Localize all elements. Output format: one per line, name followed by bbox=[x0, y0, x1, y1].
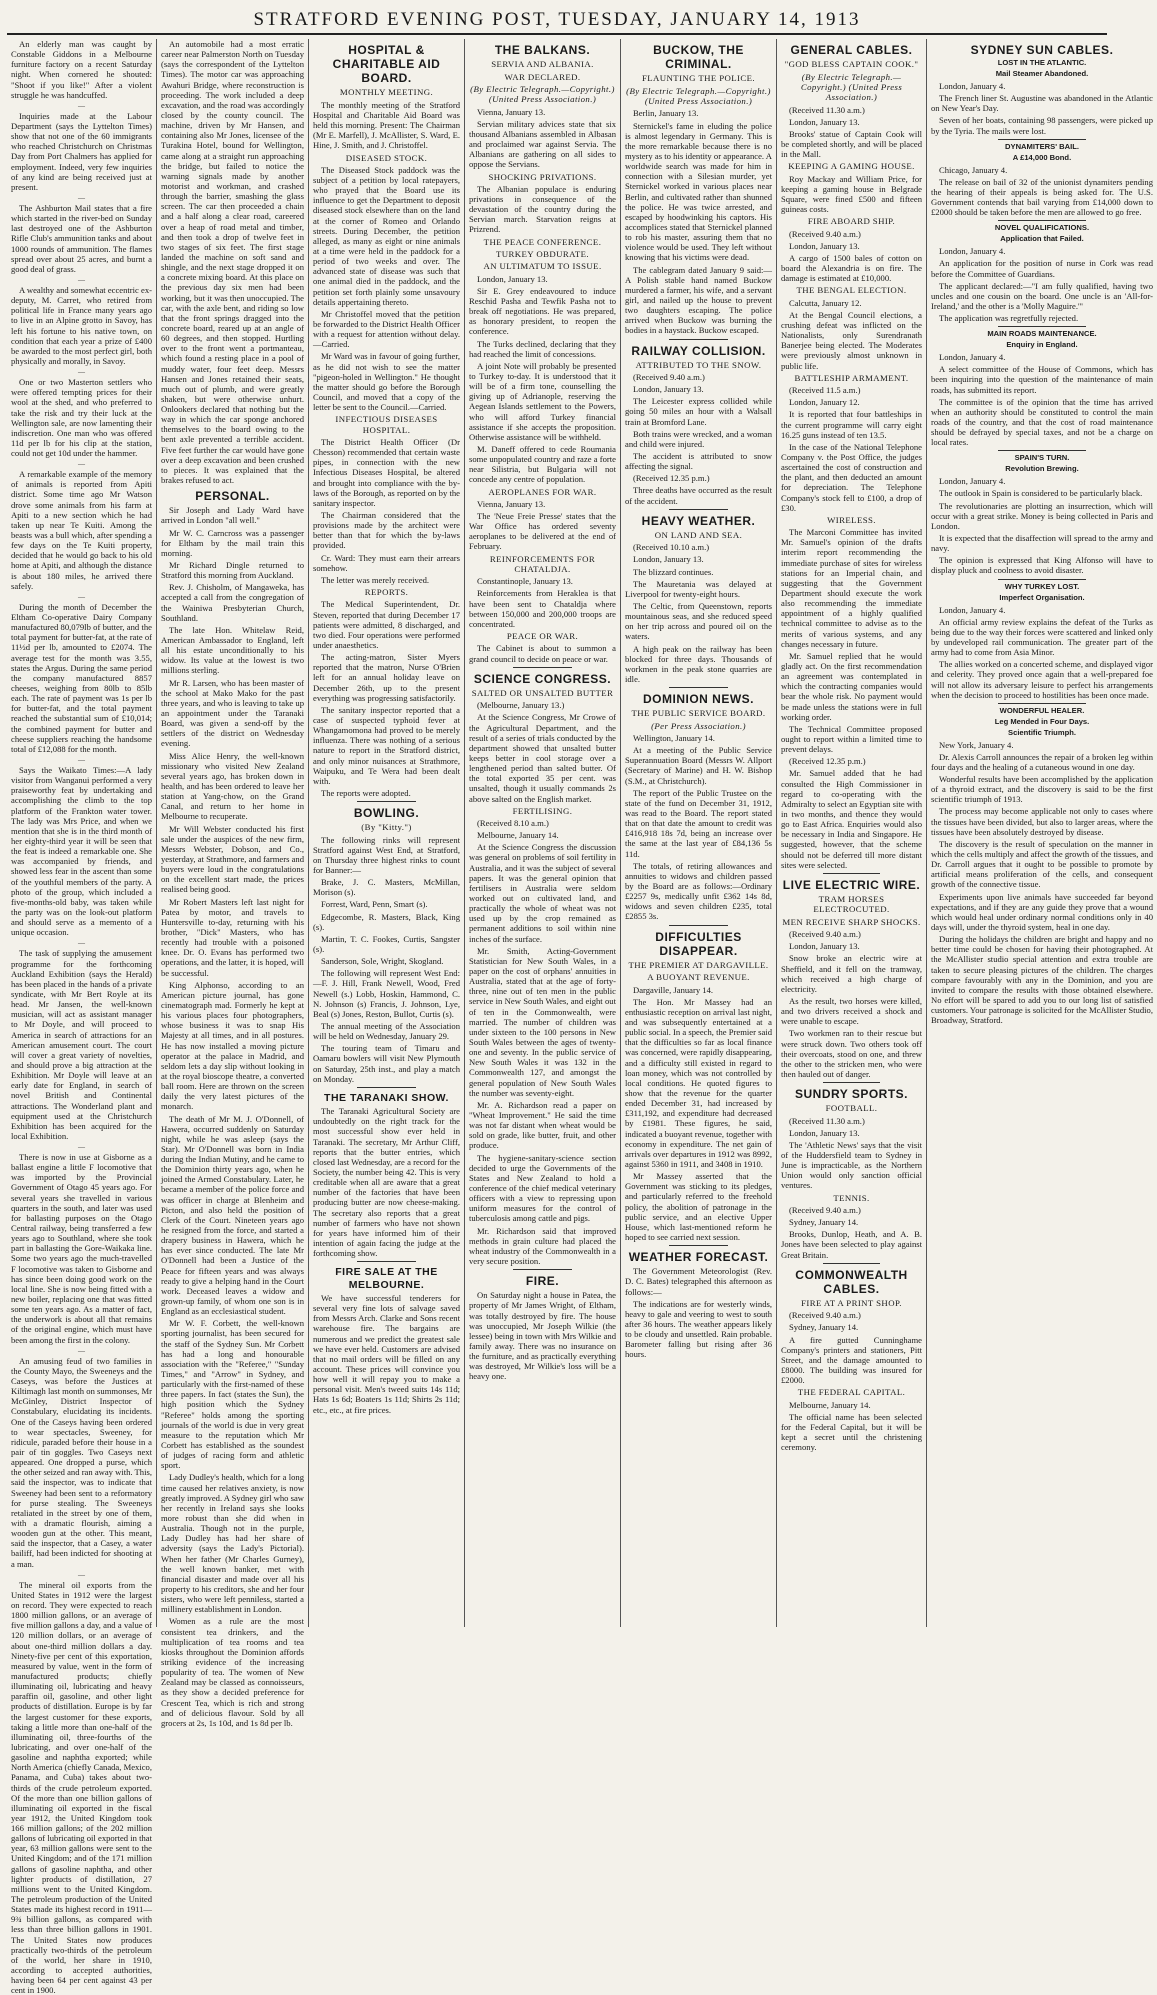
divider bbox=[998, 579, 1087, 580]
paragraph: The release on bail of 32 of the unionist dynamiters pending the hearing of their appeals is being asked for. The U.S. Government contends that bail varying from £14,000 down to £2000 should be taken before the men are allowed to go free. bbox=[931, 176, 1153, 218]
byline: (By Electric Telegraph.—Copyright.) (United Press Association.) bbox=[626, 85, 771, 107]
subheading: MEN RECEIVE SHARP SHOCKS. bbox=[782, 916, 921, 927]
paragraph: Mr. A. Richardson read a paper on "Wheat Improvement." He said the time was not far distant when wheat would be sold on grade, like butter, fruit, and other produce. bbox=[469, 1099, 616, 1151]
paragraph: Cr. Ward: They must earn their arrears somehow. bbox=[313, 552, 460, 573]
paragraph: Martin, T. C. Fookes, Curtis, Sangster (s). bbox=[313, 933, 460, 954]
paragraph: The following rinks will represent Stratford against West End, at Stratford, on Thursday three highest rinks to count for Banner:— bbox=[313, 834, 460, 876]
paragraph: The Chairman considered that the provisions made by the architect were better than that for which the by-laws provided. bbox=[313, 510, 460, 551]
paragraph: The Medical Superintendent, Dr. Steven, reported that during December 17 patients were admitted, 8 discharged, and two died. Four operations were performed under anaesthetics. bbox=[313, 599, 460, 650]
paragraph: Women as a rule are the most consistent tea drinkers, and the multiplication of tea rooms and tea kiosks throughout the Dominion affords striking evidence of the increasing popularity of tea. The women of New Zealand may be classed as connoisseurs, as they show a decided preference for Crescent Tea, which is rich and strong and of delicious flavour. Sold by all grocers at 2s, 1s 10d, and 1s 8d per lb. bbox=[161, 1616, 304, 1728]
paragraph: M. Daneff offered to cede Roumania some unpopulated country and raze a forte near Silistria, but Bulgaria will not concede any centre of population. bbox=[469, 443, 616, 485]
paragraph: The District Health Officer (Dr Chesson) recommended that certain waste pipes, in connection with the new Infectious Diseases Hospital, be altered and brought into compliance with the by-laws of the Borough, as reported on by the sanitary inspector. bbox=[313, 437, 460, 508]
paragraph: The Ashburton Mail states that a fire which started in the river-bed on Sunday last destroyed one of the Ashburton Rifle Club's ammunition tanks and about 1000 rounds of ammunition. The flames spread over about 25 acres, and burnt a good deal of grass. bbox=[11, 202, 152, 274]
paragraph: (Received 10.10 a.m.) bbox=[633, 542, 710, 553]
paragraph: The Celtic, from Queenstown, reports mountainous seas, and she reduced speed on her trip across and poured oil on the waters. bbox=[625, 600, 772, 642]
paragraph: We have successful tenderers for several very fine lots of salvage saved from Messrs Arch. Clarke and Sons recent warehouse fire. The bargains are numerous and we predict the greatest sale we have ever held. Customers are advised that no mail orders will be filled on any account. These prices will convince you how well it will repay you to make a personal visit. Men's tweed suits 14s 11d; Hats 1s 6d; Boaters 1s 11d; Shirts 2s 11d; etc., etc., at fire prices. bbox=[313, 1293, 460, 1415]
paragraph: A joint Note will probably be presented to Turkey to-day. It is understood that it will be of a firm tone, counselling the giving up of Adrianople, reserving the Aegean Islands settlement to the Powers, who will afford Turkey financial assistance if she accepts the proposition. Otherwise assistance will be withheld. bbox=[469, 360, 616, 442]
paragraph: Dr. Alexis Carroll announces the repair of a broken leg within four days and the healing of a cutaneous wound in one day. bbox=[931, 751, 1153, 772]
paragraph: The annual meeting of the Association will be held on Wednesday, January 29. bbox=[313, 1020, 460, 1042]
paragraph: An automobile had a most erratic career near Palmerston North on Tuesday (says the correspondent of the Lyttelton Times). The motor car was approaching Awahuri Bridge, where reconstruction is proceeding. The work included a deep excavation, and the road was accordingly closed by the county council. The machine, driven by Mr Hansen, and containing also Mr Jones, licensee of the Turakina Hotel, bound for Wellington, came along at a straight run approaching the bridge, but failed to notice the warning signals made by another motorist and workman, and crashed through the barrier, smashing the glass screen. The car then proceeded a chain and a half along a clear road, careered over a heap of road metal and timber, and then took a drop of twelve feet in two stages of six feet. The first stage landed the machine on soft sand and shingle, and the next stage dropped it on a concrete mixing board. At this place on the previous day six men had been working, but it was then unoccupied. The car, with the axle bent, and riding so low that the front springs dragged into the concrete board, reared up at an angle of 60 degrees, and then stopped. Hurtling over to the front went a portmanteau, which found a resting place in a pool of muddy water, four feet deep. Messrs Hansen and Jones retained their seats, much out of plumb, and were greatly shaken, but were otherwise unhurt. Onlookers declared that nothing but the way in which the car sponge anchored themselves to the board owing to the bent axle prevented a terrible accident. Five feet further the car would have gone over a deep excavation and been crushed to pieces. It was explained that the brakes refused to act. bbox=[161, 39, 304, 486]
subheading: FIRE ABOARD SHIP. bbox=[807, 216, 896, 227]
byline: (Per Press Association.) bbox=[651, 720, 746, 731]
paragraph: London, January 4. bbox=[939, 352, 1006, 363]
divider: — bbox=[78, 193, 85, 202]
paragraph: London, January 4. bbox=[939, 476, 1006, 487]
paragraph: Edgecombe, R. Masters, Black, King (s). bbox=[313, 911, 460, 932]
paragraph: The Marconi Committee has invited Mr. Samuel's opinion of the drafts interim report recommending the immediate purchase of sites for wireless stations for an Imperial chain, and suggesting that the Government Department should execute the work also recommending the immediate appointment of a highly qualified technical committee to advise as to the merits of various systems, and any changes necessary in future. bbox=[781, 527, 922, 649]
divider bbox=[998, 326, 1087, 327]
paragraph: At a meeting of the Public Service Superannuation Board (Messrs W. Allport (Secretary of Marine) and H. W. Bishop (S.M., at Christchurch). bbox=[625, 745, 772, 786]
paragraph: The Albanian populace is enduring privations in consequence of the devastation of the country during the Servian march. Starvation reigns at Prizrend. bbox=[469, 183, 616, 235]
paragraph: Sydney, January 14. bbox=[789, 1217, 859, 1228]
paragraph: (Received 9.40 a.m.) bbox=[789, 228, 861, 239]
news-paragraphs bbox=[11, 39, 152, 1995]
subheading: WHY TURKEY LOST. bbox=[1004, 581, 1080, 591]
buckow-heading: BUCKOW, THE CRIMINAL. bbox=[653, 43, 744, 72]
commonwealth-heading: COMMONWEALTH CABLES. bbox=[795, 1267, 908, 1296]
subheading: DISEASED STOCK. bbox=[345, 152, 428, 163]
paragraph: Roy Mackay and William Price, for keeping a gaming house in Belgrade Square, were fined £500 and fifteen guineas costs. bbox=[781, 173, 922, 215]
paragraph: The Hon. Mr Massey had an enthusiastic reception on arrival last night, and was subsequently entertained at a public social. In a speech, the Premier said that the difficulties so far as local finance was concerned, were rapidly disappearing, and a difficulty still existed in regard to loan money, which was not controlled by local conditions. He quoted figures to show that the revenue for the quarter ended December 31, had increased by £311,192, and expenditure had decreased by £1981. These figures, he said, indicated a buoyant revenue, together with economy in expenditure. The net gain of arrivals over departures in 1912 was 8992, against 5360 in 1911, and 3408 in 1910. bbox=[625, 996, 772, 1169]
paragraph: The Technical Committee proposed ought to report within a limited time to prevent delays. bbox=[781, 723, 922, 755]
sydney-sun-heading: SYDNEY SUN CABLES. bbox=[970, 43, 1114, 57]
subheading: SALTED OR UNSALTED BUTTER bbox=[471, 687, 614, 698]
paragraph: London, January 13. bbox=[789, 1127, 860, 1138]
subheading: SPAIN'S TURN. bbox=[1014, 453, 1070, 463]
personal-heading: PERSONAL. bbox=[195, 489, 270, 504]
divider: — bbox=[78, 939, 85, 948]
divider: — bbox=[78, 1570, 85, 1579]
paragraph: The following will represent West End:—F. J. Hill, Frank Newell, Wood, Fred Newell (s.) Lobb, Hoskin, Hammond, C. N. Johnson (s) Francis, J. Johnson, Lye, Beal (s) Jones, Reston, Bullot, Curtis (s). bbox=[313, 968, 460, 1019]
balkans-heading: THE BALKANS. bbox=[494, 43, 591, 57]
paragraph: (Received 11.5 a.m.) bbox=[789, 385, 861, 396]
paragraph: London, January 13. bbox=[789, 116, 860, 127]
paragraph: The allies worked on a concerted scheme, and displayed vigor and celerity. They proved once again that a well-prepared foe will not allow its adversary leisure to perfect his arrangements when the decision to proceed to hostilities has been once made. bbox=[931, 659, 1153, 700]
fire-heading: FIRE. bbox=[525, 1274, 560, 1289]
paragraph: (Received 11.30 a.m.) bbox=[789, 1115, 865, 1126]
hospital-heading: HOSPITAL & CHARITABLE AID BOARD. bbox=[332, 43, 441, 86]
paragraph: One or two Masterton settlers who were offered tempting prices for their wool at the shed, and who preferred to take the risk and try their luck at the Wellington sale, are now lamenting their indiscretion. One man who was offered 11d per lb for his clip at the station, could not get 10d under the hammer. bbox=[11, 377, 152, 459]
divider bbox=[669, 1245, 728, 1246]
paragraph: Mr Ward was in favour of going further, as he did not wish to see the matter "pigeon-holed in Wellington." He thought the matter should go before the Borough Council, and moved that a copy of the letter be sent to the Council.—Carried. bbox=[313, 351, 460, 413]
subheading: A BUOYANT REVENUE. bbox=[647, 972, 750, 983]
paragraph: It is reported that four battleships in the current programme will carry eight 16.25 guns instead of ten 13.5. bbox=[781, 409, 922, 440]
paragraph: London, January 13. bbox=[477, 273, 548, 284]
paragraph: The Mauretania was delayed at Liverpool for twenty-eight hours. bbox=[625, 578, 772, 599]
subheading: AN ULTIMATUM TO ISSUE. bbox=[483, 261, 602, 272]
paragraph: The blizzard continues. bbox=[633, 566, 714, 577]
paragraph: The indications are for westerly winds, heavy to gale and veering to west to south after 36 hours. The weather appears likely to be cloudy and unsettled. Rain probable. Barometer falling but rising after 36 hours. bbox=[625, 1298, 772, 1360]
paragraph: London, January 4. bbox=[939, 246, 1006, 257]
column-6 bbox=[777, 39, 927, 1627]
subheading: WAR DECLARED. bbox=[504, 71, 581, 82]
divider bbox=[823, 1263, 879, 1264]
bowling-heading: BOWLING. bbox=[353, 806, 420, 821]
subheading: THE PEACE CONFERENCE. bbox=[483, 236, 602, 247]
paragraph: The 'Athletic News' says that the visit of the Huddersfield team to Sydney in June is impracticable, as the Northern Union would only sanction official ventures. bbox=[781, 1139, 922, 1191]
paragraph: The Government Meteorologist (Rev. D. C. Bates) telegraphed this afternoon as follows:— bbox=[625, 1266, 772, 1297]
paragraph: Vienna, January 13. bbox=[477, 106, 546, 117]
subheading: Revolution Brewing. bbox=[1005, 464, 1079, 474]
subheading: INFECTIOUS DISEASES HOSPITAL. bbox=[335, 414, 438, 435]
advertisement: During the holidays the children are bright and happy and no better time could be chosen for having their photographed. At the McAllister studio special attention and extra trouble are taken to secure pleasing pictures of the children. The charges compare favourably with any in the Dominion, and you are invited to compare the results with those obtained elsewhere. No effort will be spared to add you to our long list of satisfied customers. Your patronage is solicited for the McAllister Studio, Broadway, Stratford. bbox=[931, 934, 1153, 1026]
paragraph: The Cabinet is about to summon a grand council to decide on peace or war. bbox=[469, 643, 616, 664]
paragraph: The hygiene-sanitary-science section decided to urge the Governments of the States and New Zealand to hold a conference of the chief medical veterinary officers with a view to repressing upon uniform measures for the control of tuberculosis among cattle and pigs. bbox=[469, 1152, 616, 1224]
byline: (By "Kitty.") bbox=[361, 822, 412, 833]
paragraph: The letter was merely received. bbox=[321, 574, 430, 585]
divider bbox=[823, 873, 879, 874]
subheading: Application that Failed. bbox=[1000, 234, 1084, 244]
paragraph: There is now in use at Gisborne as a ballast engine a little F locomotive that was imported by the Provincial Government of Otago 45 years ago. For several years she travelled in various quarters in the south, and later was used for ballasting purposes on the Otago Central railway, being transferred a few years ago to Southland, where she took part in ballasting the Gore-Waikaka line. Some two years ago the much-travelled F locomotive was taken to Gisborne and has since been doing good work on the local line. She is now being fitted with a new boiler, replacing one that was fitted some ten years ago. As a matter of fact, the underwork is about all that remains of the original engine, which must have been among the first in the colony. bbox=[11, 1152, 152, 1345]
weather-heading: HEAVY WEATHER. bbox=[641, 513, 756, 528]
divider bbox=[669, 339, 728, 340]
paragraph: Sydney, January 14. bbox=[789, 1322, 859, 1333]
paragraph: Sir E. Grey endeavoured to induce Reschid Pasha and Tewfik Pasha not to break off negotiations. He was prepared, as honorary president, to reopen the conference. bbox=[469, 285, 616, 337]
paragraph: A fire gutted Cunninghame Company's printers and stationers, Pitt Street, and the damage amounted to £8000. The building was insured for £2000. bbox=[781, 1334, 922, 1386]
column-4 bbox=[465, 39, 621, 1627]
paragraph: Calcutta, January 12. bbox=[789, 297, 862, 308]
paragraph: At the Science Congress the discussion was general on problems of soil fertility in Australia, and it was the subject of several papers. It was the general opinion that fertilisers in Australia were seldom worked out on cultivated land, and practically the whole of wheat was not used up by the crop remained as permanent additions to soil within nine inches of the surface. bbox=[469, 842, 616, 944]
paragraph: London, January 13. bbox=[633, 554, 704, 565]
paragraph: During the month of December the Eltham Co-operative Dairy Company manufactured 80,079lb of butter, and the total payment for butter-fat, at the rate of 11½d per lb, amounted to £2074. The average test for the month was 3.55, states the Argus. During the same period the company manufactured 8857 cheeses, weighing from 80lb to 85lb each. The rate of payment was 1s per lb for butter-fat, and the total payment reached the substantial sum of £10,014; the combined payment for butter and cheese suppliers reaching the handsome total of £12,088 for the month. bbox=[11, 601, 152, 754]
paragraph: Both trains were wrecked, and a woman and child were injured. bbox=[625, 428, 772, 449]
subheading: A £14,000 Bond. bbox=[1012, 152, 1072, 162]
paragraph: The acting-matron, Sister Myers reported that the matron, Nurse O'Brien left for an annual holiday leave on December 26th, up to the present everything was progressing satisfactorily. bbox=[313, 652, 460, 703]
paragraph: Lady Dudley's health, which for a long time caused her relatives anxiety, is now greatly improved. A Sydney girl who saw her recently in Ireland says she looks more robust than she did when in Australia. Though not in the purple, Lady Dudley has had her share of adversity (says the Lady's Pictorial). When her father (Mr Charles Gurney), the well known banker, met with financial disaster and made over all his property to his creditors, she and her four sisters, who were left penniless, started a millinery establishment in London. bbox=[161, 1472, 304, 1615]
paragraph: The sanitary inspector reported that a case of suspected typhoid fever at Whangamomona had proved to be merely influenza. There was nothing of a serious nature to report in the Stratford district, and only minor nuisances at Strathmore, Waipuku, and Te Wera had been dealt with. bbox=[313, 704, 460, 786]
paragraph: An application for the position of nurse in Cork was read before the Committee of Guardians. bbox=[931, 258, 1153, 279]
subheading: TENNIS. bbox=[833, 1192, 870, 1203]
columns bbox=[7, 39, 1153, 1995]
subheading: TRAM HORSES ELECTROCUTED. bbox=[813, 893, 890, 915]
paragraph: Brooks' statue of Captain Cook will be completed shortly, and will be placed in the Mall. bbox=[781, 128, 922, 160]
paragraph: Berlin, January 13. bbox=[633, 108, 699, 119]
paragraph: Says the Waikato Times:—A lady visitor from Wanganui performed a very praiseworthy feat by undertaking and accomplishing the climb to the top platform of the Frankton water tower. The lady was Mrs Price, and when we mention that she is in the third month of her eighty-third year it will be seen that the feat is indeed a remarkable one. She was accompanied by friends, and showed less fear in the ascent than some of the youthful members of the party. A photo of the group, which included a five-months-old baby, was taken while the party was on the look-out platform and should serve as a memento of a unique occasion. bbox=[11, 765, 152, 938]
divider bbox=[823, 1082, 879, 1083]
paragraph: Reinforcements from Heraklea is that have been sent to Chataldja where between 150,000 and 200,000 troops are concentrated. bbox=[469, 588, 616, 629]
paragraph: Mr W. C. Carncross was a passenger for Eltham by the mail train this morning. bbox=[161, 527, 304, 558]
subheading: Leg Mended in Four Days. bbox=[994, 716, 1090, 726]
paragraph: Brooks, Dunlop, Heath, and A. B. Jones have been selected to play against Great Britain. bbox=[781, 1229, 922, 1260]
paragraph: Mr. Samuel replied that he would gladly act. On the first recommendation an agreement was contemplated in which the contracting companies would bear the whole risk. No payment would be made unless the stations were in full working order. bbox=[781, 650, 922, 722]
paragraph: (Received 8.10 a.m.) bbox=[477, 818, 549, 829]
subheading: ON LAND AND SEA. bbox=[654, 529, 743, 540]
dominion-heading: DOMINION NEWS. bbox=[643, 692, 754, 707]
divider bbox=[669, 925, 728, 926]
divider: — bbox=[78, 101, 85, 110]
masthead: STRATFORD EVENING POST, TUESDAY, JANUARY 14, 1913 bbox=[7, 7, 1107, 35]
firesale-heading: FIRE SALE AT THE MELBOURNE. bbox=[335, 1266, 438, 1291]
paragraph: Wonderful results have been accomplished by the application of a thyroid extract, and the discovery is said to be the first scientific triumph of 1913. bbox=[931, 774, 1153, 805]
paragraph: Mr. Smith, Acting-Government Statistician for New South Wales, in a paper on the cost of orphans' annuities in Australia, stated that at the age of forty-three, nine out of ten men in the public service in New South Wales, and eight out of ten in the Commonwealth, were married. The number of children was under sixteen to the 100 persons in New South Wales between the ages of twenty-one and seventy. In the public service of New South Wales it was 132 in the Commonwealth 127, and amongst the general population of New South Wales the number was seventy-eight. bbox=[469, 945, 616, 1098]
subheading: Imperfect Organisation. bbox=[999, 592, 1085, 602]
divider bbox=[669, 687, 728, 688]
paragraph: Mr. Richardson said that improved methods in grain culture had placed the wheat industry of the Commonwealth in a very secure position. bbox=[469, 1225, 616, 1266]
divider: — bbox=[78, 592, 85, 601]
paragraph: The mineral oil exports from the United States in 1912 were the largest on record. They were expected to reach 1800 million gallons, or an average of five million gallons a day, and a value of 120 million dollars, or an average of about one-third million dollars a day. Ninety-five per cent of this exportation, measured by value, went in the form of manufactured products; chiefly illuminating oil, lubricating and heavy paraffin oil, gasoline, and other light products of distillation. Europe is by far the largest customer for these exports, taking a little more than one-half of the illuminating oil, three-fourths of the lubricating, and over one-half of the gasoline and naphtha exported; while North America (chiefly Canada, Mexico, Panama, and Cuba) takes about two-thirds of the crude petroleum exported. Of the more than one billion gallons of illuminating oil exported in the fiscal year 1912, the United Kingdom took 166 million gallons; of the 202 million gallons of lubricating oil exported in that year, 63 million gallons were sent to the United Kingdom; and of the 171 million gallons of gasoline naphtha, and other lighter products of distillation, 27 millions went to the United Kingdom. The petroleum production of the United States made its highest record in 1911—9¾ billion gallons, as compared with less than three billion gallons in 1901. The United States now produces practically two-thirds of the petroleum of the world, her share in 1910, according to accepted authorities, having been 64 per cent against 43 per cent in 1900. bbox=[11, 1579, 152, 1995]
subheading: REINFORCEMENTS FOR CHATALDJA. bbox=[489, 553, 596, 574]
paragraph: New York, January 4. bbox=[939, 739, 1014, 750]
divider: — bbox=[78, 1346, 85, 1355]
paragraph: The accident is attributed to snow affecting the signal. bbox=[625, 451, 772, 472]
divider bbox=[998, 139, 1087, 140]
subheading: KEEPING A GAMING HOUSE. bbox=[788, 161, 915, 172]
paragraph: Two workmen ran to their rescue but were struck down. Two others took off their overcoats, stood on one, and threw the other to the stricken men, who were then hauled out of danger. bbox=[781, 1028, 922, 1079]
paragraph: The Diseased Stock paddock was the subject of a petition by local ratepayers, who prayed that the Board use its influence to get the Department to deposit diseased stock elsewhere than on the land at the corner of Romeo and Orlando streets. During December, the petition alleged, as many as eight or nine animals at a time were held in the paddock for a period of two weeks and over. The advanced state of disease was such that one animal died in the paddock, and the petition set forth plainly some unsavoury details appertaining thereto. bbox=[313, 164, 460, 307]
paragraph: The applicant declared:—"I am fully qualified, having two uncles and one cousin on the board. One uncle is an 'All-for-Ireland,' and the other is a 'Molly Maguire.'" bbox=[931, 280, 1153, 311]
science-heading: SCIENCE CONGRESS. bbox=[473, 671, 612, 686]
divider: — bbox=[78, 275, 85, 284]
paragraph: Servian military advices state that six thousand Albanians assembled in Albasan and proclaimed war against Servia. The Albanians are gathering on all sides to oppose the Servians. bbox=[469, 118, 616, 170]
paragraph: (Received 9.40 a.m.) bbox=[789, 1310, 861, 1321]
paragraph: The discovery is the result of speculation on the manner in which the cells multiply and affect the growth of the tissues, and Dr. Carroll argues that it ought to be possible to promote by artificial means proliferation of the cells, and consequent growth of the connective tissue. bbox=[931, 838, 1153, 890]
paragraph: Melbourne, January 14. bbox=[789, 1399, 871, 1410]
paragraph: Inquiries made at the Labour Department (says the Lyttelton Times) show that not one of the 60 immigrants who reached Christchurch on Christmas Day from Port Chalmers has applied for employment. Indeed, very few inquiries of any kind are being received just at present. bbox=[11, 110, 152, 192]
subheading: FOOTBALL. bbox=[825, 1103, 878, 1114]
subheading: Enquiry in England. bbox=[1006, 340, 1078, 350]
paragraph: The report of the Public Trustee on the state of the fund on December 31, 1912, was read to the Board. The report stated that on that date the amount to credit was £416,918 18s 7d, being an increase over the same at the last year of £84,136 5s 11d. bbox=[625, 787, 772, 859]
subheading: THE PUBLIC SERVICE BOARD. bbox=[631, 708, 766, 719]
paragraph: The cablegram dated January 9 said:—A Polish stable hand named Buckow murdered a farmer, his wife, and a servant girl, and nailed up the house to prevent two daughters escaping. The police arrived when Buckow was burning the bodies in a haystack. Buckow escaped. bbox=[625, 264, 772, 336]
divider: — bbox=[78, 756, 85, 764]
railway-heading: RAILWAY COLLISION. bbox=[631, 343, 766, 358]
paragraph: The late Hon. Whitelaw Reid, American Ambassador to England, left all his estate unconditionally to his widow. Its value at the lowest is two millions sterling. bbox=[161, 624, 304, 676]
paragraph: A wealthy and somewhat eccentric ex-deputy, M. Carret, who retired from political life in France many years ago to live in an Alpine grotto in Savoy, has left his fortune to his native town, on condition that each year a prize of £400 be awarded to the most perfect girl, both physically and morally, in Savoy. bbox=[11, 284, 152, 366]
paragraph: Mr Richard Dingle returned to Stratford this morning from Auckland. bbox=[161, 560, 304, 581]
divider: — bbox=[78, 1143, 85, 1152]
paragraph: An elderly man was caught by Constable Giddons in a Melbourne furniture factory on a recent Saturday night. When cornered he shouted: "Shoot if you like!" After a violent struggle he was handcuffed. bbox=[11, 39, 152, 100]
subheading: REPORTS. bbox=[364, 587, 409, 598]
paragraph: The Turks declined, declaring that they had reached the limit of concessions. bbox=[469, 338, 616, 359]
paragraph: Sanderson, Sole, Wright, Skogland. bbox=[321, 956, 444, 967]
paragraph: Constantinople, January 13. bbox=[477, 576, 573, 587]
paragraph: London, January 13. bbox=[789, 941, 860, 952]
paragraph: Mr Will Webster conducted his first sale under the auspices of the new firm, Messrs Webster, Dobson, and Co., yesterday, at Strathmore, and farmers and buyers were loud in the congratulations on the excellent start made, the prices realised being good. bbox=[161, 823, 304, 895]
live-wire-heading: LIVE ELECTRIC WIRE. bbox=[782, 877, 921, 892]
sundry-heading: SUNDRY SPORTS. bbox=[794, 1087, 909, 1102]
paragraph: The touring team of Timaru and Oamaru bowlers will visit New Plymouth on Saturday, 25th inst., and play a match on Monday. bbox=[313, 1043, 460, 1084]
paragraph: Dargaville, January 14. bbox=[633, 984, 714, 995]
paragraph: (Received 9.40 a.m.) bbox=[633, 372, 705, 383]
byline: (By Electric Telegraph.—Copyright.) (United Press Association.) bbox=[470, 83, 615, 105]
paragraph: London, January 13. bbox=[789, 240, 860, 251]
divider bbox=[513, 667, 572, 668]
forecast-heading: WEATHER FORECAST. bbox=[628, 1250, 769, 1265]
paragraph: The Taranaki Agricultural Society are undoubtedly on the right track for the most successful show ever held in Taranaki. The secretary, Mr Arthur Cliff, reports that the butter entries, which closed last Wednesday, are a record for the Society, the number being 42. This is very creditable when all are aware that a great number of the factories that have been producing butter are now cheese-making. The secretary also reports that a great number of farmers who have not shown for years have informed him of their intention of again facing the judge at the forthcoming show. bbox=[313, 1106, 460, 1259]
paragraph: The committee is of the opinion that the time has arrived when an authority should be constituted to control the main roads of the country, and that the cost of road maintenance should be defrayed by special taxes, and not be a charge on local rates. bbox=[931, 396, 1153, 448]
paragraph: The French liner St. Augustine was abandoned in the Atlantic on New Year's Day. bbox=[931, 93, 1153, 114]
paragraph: A cargo of 1500 bales of cotton on board the Alexandria is on fire. The damage is estimated at £10,000. bbox=[781, 252, 922, 284]
subheading: ATTRIBUTED TO THE SNOW. bbox=[635, 359, 762, 370]
paragraph: In the case of the National Telephone Company v. the Post Office, the judges ascertained the cost of construction and the plant, and then deducted an amount for depreciation. The Telephone Company's stock fell to £100, a drop of £30. bbox=[781, 441, 922, 513]
paragraph: The monthly meeting of the Stratford Hospital and Charitable Aid Board was held this morning. Present: The Chairman (Mr E. Marfell), J. McAllister, S. Ward, E. Hine, J. Smith, and J. Christoffel. bbox=[313, 99, 460, 151]
column-8 bbox=[927, 39, 1157, 1627]
paragraph: The process may become applicable not only to cases where the tissues have been divided, but also to larger areas, where the tissues have been absolutely destroyed by disease. bbox=[931, 806, 1153, 837]
subheading: FLAUNTING THE POLICE. bbox=[641, 73, 756, 84]
divider bbox=[998, 703, 1087, 704]
paragraph: The task of supplying the amusement programme for the forthcoming Auckland Exhibition (says the Herald) has been placed in the hands of a private syndicate, with Mr Bert Royle at its head. Mr Jansen, the well-known musician, will act as assistant manager to Mr Doyle, and will proceed to America in search of attractions for an American amusement court. The court will cover a great variety of novelties, and should prove a big attraction at the Exhibition. Mr Doyle will leave at an early date for England, in search of novel British and Continental attractions. The Wonderland plant and equipment used at the Christchurch Exhibition has been acquired for the local Exhibition. bbox=[11, 948, 152, 1141]
paragraph: On Saturday night a house in Patea, the property of Mr James Wright, of Eltham, was totally destroyed by fire. The house was unoccupied, Mr Joseph Wilkie (the lessee) being in town with Mrs Wilkie and family away. There was no insurance on the furniture, and as practically everything was destroyed, Mr Wilkie's loss will be a heavy one. bbox=[469, 1290, 616, 1382]
paragraph: (Melbourne, January 13.) bbox=[477, 700, 565, 711]
paragraph: (Received 12.35 p.m.) bbox=[633, 473, 710, 484]
column-3 bbox=[309, 39, 465, 1627]
divider: — bbox=[78, 368, 85, 377]
subheading: WIRELESS. bbox=[827, 514, 876, 525]
newspaper-page bbox=[7, 7, 1153, 1995]
divider bbox=[998, 220, 1087, 221]
paragraph: Mr R. Larsen, who has been master of the school at Mako Mako for the past three years, and who is leaving to take up an appointment under the Taranaki Board, was given a send-off by the settlers of the district on Wednesday evening. bbox=[161, 677, 304, 749]
paragraph: Snow broke an electric wire at Sheffield, and it fell on the tramway, which received a high charge of electricity. bbox=[781, 953, 922, 994]
paragraph: (Received 11.30 a.m.) bbox=[789, 104, 865, 115]
subheading: BATTLESHIP ARMAMENT. bbox=[794, 372, 909, 383]
subheading: FIRE AT A PRINT SHOP. bbox=[801, 1297, 902, 1308]
subheading: "GOD BLESS CAPTAIN COOK." bbox=[784, 59, 919, 70]
paragraph: Sternickel's fame in eluding the police is almost legendary in Germany. This is the more remarkable because there is no mystery as to his identity or appearance. A worldwide search was made for him in connection with a Silesian murder, yet Sternickel worked in various places near Berlin, and cultivated rather than shunned the police. He was twice arrested, and escaped by hoodwinking his captors. His accomplices stated that Sternickel planned to rob his master, assuring them that no violence would be used. They left without knowing that his victims were dead. bbox=[625, 120, 772, 263]
paragraph: The application was regretfully rejected. bbox=[939, 313, 1079, 324]
subheading: Mail Steamer Abandoned. bbox=[995, 69, 1089, 79]
paragraph: Miss Alice Henry, the well-known missionary who visited New Zealand several years ago, has broken down in health, and has been ordered to leave her station at Yang-chow, on the Grand Canal, and return to her home in Melbourne to recuperate. bbox=[161, 750, 304, 822]
paragraph: London, January 12. bbox=[789, 397, 860, 408]
subheading: Scientific Triumph. bbox=[1008, 727, 1076, 737]
paragraph: A select committee of the House of Commons, which has been inquiring into the question of the maintenance of main roads, has submitted its report. bbox=[931, 364, 1153, 395]
divider bbox=[357, 1261, 416, 1262]
taranaki-heading: THE TARANAKI SHOW. bbox=[324, 1091, 449, 1104]
subheading: SERVIA AND ALBANIA. bbox=[491, 59, 594, 70]
subheading: DYNAMITERS' BAIL. bbox=[1005, 141, 1079, 151]
paragraph: Melbourne, January 14. bbox=[477, 830, 559, 841]
paragraph: (Received 12.35 p.m.) bbox=[789, 756, 866, 767]
difficulties-heading: DIFFICULTIES DISAPPEAR. bbox=[655, 929, 742, 958]
divider bbox=[357, 801, 416, 802]
paragraph: At the Bengal Council elections, a crushing defeat was inflicted on the Nationalists, only Surendranath Banerjee being elected. The Moderates were previously almost unknown in public life. bbox=[781, 309, 922, 371]
paragraph: Seven of her boats, containing 98 passengers, were picked up by the Tyria. The mails were lost. bbox=[931, 115, 1153, 136]
paragraph: As the result, two horses were killed, and two drivers received a shock and were unable to escape. bbox=[781, 995, 922, 1027]
subheading: THE BENGAL ELECTION. bbox=[796, 285, 907, 296]
paragraph: London, January 4. bbox=[939, 604, 1006, 615]
subheading: TURKEY OBDURATE. bbox=[495, 248, 590, 259]
paragraph: Chicago, January 4. bbox=[939, 164, 1008, 175]
paragraph: The death of Mr M. J. O'Donnell, of Hawera, occurred suddenly on Saturday night, while he was asleep (says the Star). Mr O'Donnell was born in India during the Indian Mutiny, and he came to the Dominion thirty years ago, when he joined the Armed Constabulary. Later, he became a member of the police force and was officer in charge at Blenheim and Picton, and also held the position of Clerk of the Court. Nineteen years ago he resigned from the force, and started a drapery business in Hawera, which he has ever since conducted. The late Mr O'Donnell had been a Justice of the Peace for fifteen years and was always ready to give a helping hand in the Court work. Deceased leaves a widow and grown-up family, of whom one son is in England as an ecclesiastical student. bbox=[161, 1113, 304, 1317]
paragraph: Mr Massey asserted that the Government was sticking to its pledges, and particularly referred to the freehold policy, the abolition of patronage in the public service, and an elective Upper House, which last-mentioned reform he hoped to see carried next session. bbox=[625, 1171, 772, 1242]
divider bbox=[998, 450, 1087, 451]
paragraph: London, January 13. bbox=[633, 384, 704, 395]
divider: — bbox=[78, 460, 85, 469]
paragraph: Mr Christoffel moved that the petition be forwarded to the District Health Officer with a request for attention without delay.—Carried. bbox=[313, 308, 460, 350]
paragraph: King Alphonso, according to an American picture journal, has gone cinematograph mad. Formerly he kept at his various places four photographers, whose business it was to snap His Majesty at all times, and in all postures. He has now installed a moving picture operator at the palace in Madrid, and seldom lets a day slip without looking in at the royal bioscope theatre, a converted ball room. Here are thrown on the screen daily the very latest pictures of the monarch. bbox=[161, 979, 304, 1112]
paragraph: Brake, J. C. Masters, McMillan, Morison (s). bbox=[313, 877, 460, 898]
subheading: AEROPLANES FOR WAR. bbox=[488, 486, 597, 497]
paragraph: A remarkable example of the memory of animals is reported from Apiti district. Some time ago Mr Watson drove some animals from his farm at Apiti to a new section which he had taken up near Te Kuiti. Among the beasts was a bull which, after spending a few days on the Te Kuiti property, decided that he would go back to his old home at Apiti, and although the distance is about 180 miles, he arrived there safely. bbox=[11, 469, 152, 591]
subheading: PEACE OR WAR. bbox=[506, 631, 579, 642]
subheading: SHOCKING PRIVATIONS. bbox=[488, 171, 597, 182]
divider bbox=[513, 1269, 572, 1270]
paragraph: Wellington, January 14. bbox=[633, 733, 715, 744]
subheading: FERTILISING. bbox=[512, 805, 573, 816]
paragraph: The Leicester express collided while going 50 miles an hour with a Walsall train at Bromford Lane. bbox=[625, 396, 772, 427]
paragraph: Experiments upon live animals have succeeded far beyond expectations, and if they are any guide they prove that a wound which would heal under ordinary normal conditions only in 40 days will, under the thyroid system, heal in one day. bbox=[931, 891, 1153, 933]
paragraph: The reports were adopted. bbox=[321, 787, 411, 798]
paragraph: The outlook in Spain is considered to be particularly black. bbox=[939, 488, 1143, 499]
paragraph: Mr Robert Masters left last night for Patea by motor, and travels to Huntersville to-day, returning with his brother, "Dick" Masters, who has recently had trouble with a poisoned knee. Dr. O. Evans has performed two operations, and the latter, it is hoped, will be successful. bbox=[161, 896, 304, 978]
subheading: MAIN ROADS MAINTENANCE. bbox=[987, 329, 1097, 339]
paragraph: At the Science Congress, Mr Crowe of the Agricultural Department, and the result of a series of trials conducted by the department showed that unsalted butter keeps better in cool storage over a lengthened period than salted butter. Of the total exported 35 per cent. was unsalted, though it usually commands 2s above salted on the English market. bbox=[469, 712, 616, 804]
paragraph: London, January 4. bbox=[939, 81, 1006, 92]
subheading: MONTHLY MEETING. bbox=[339, 87, 434, 98]
paragraph: It is expected that the disaffection will spread to the army and navy. bbox=[931, 533, 1153, 554]
column-2 bbox=[157, 39, 309, 1728]
paragraph: The totals, of retiring allowances and annuities to widows and children passed by the Board are as follows:—Ordinary £2257 9s, medically unfit £362 14s 8d, widows and seven children £235, total £2855 3s. bbox=[625, 860, 772, 922]
paragraph: (Received 9.40 a.m.) bbox=[789, 1204, 861, 1215]
divider bbox=[357, 1087, 416, 1088]
byline: (By Electric Telegraph.—Copyright.) (United Press Association.) bbox=[800, 71, 903, 103]
column-1 bbox=[7, 39, 157, 1995]
paragraph: An amusing feud of two families in the County Mayo, the Sweeneys and the Caseys, was before the Justices at Kiltimagh last month on summonses, Mr McGinley, District Inspector of Constabulary, elucidating its incidents. One of the Caseys having been ordered to wear spectacles, Sweeney, for ridicule, paraded before their house in a pair of tin goggles. Two Caseys next appeared. One dropped a purse, which the other seized and ran away with. This, said the inspector, was to indicate that Sweeney had been sent to a reformatory for purse stealing. The Sweeneys retaliated in the street by one of them, with a dramatic flourish, aiming a wooden gun at the other. This meant, said the inspector, that a Casey, a water bailiff, had been indicted for shooting at a man. bbox=[11, 1355, 152, 1569]
column-5 bbox=[621, 39, 777, 1627]
paragraph: Vienna, January 13. bbox=[477, 498, 546, 509]
paragraph: Mr. Samuel added that he had consulted the High Commissioner in regard to co-operating with the Admiralty to select an Egyptian site with in two months, and thence they would go to East Africa. Enquiries would also be necessary in India and Singapore. He suggested, however, that the scheme should not be deferred till more distant sites were selected. bbox=[781, 768, 922, 870]
paragraph: An official army review explains the defeat of the Turks as being due to the way their forces were scattered and linked only by undeveloped rail communication. The greater part of the army had to come from Asia Minor. bbox=[931, 616, 1153, 658]
subheading: THE PREMIER AT DARGAVILLE. bbox=[628, 959, 769, 970]
subheading: WONDERFUL HEALER. bbox=[999, 705, 1085, 715]
paragraph: The official name has been selected for the Federal Capital, but it will be kept a secret until the christening ceremony. bbox=[781, 1411, 922, 1453]
paragraph: The 'Neue Freie Presse' states that the War Office has ordered seventy aeroplanes to be delivered at the end of February. bbox=[469, 511, 616, 552]
paragraph: (Received 9.40 a.m.) bbox=[789, 929, 861, 940]
paragraph: Sir Joseph and Lady Ward have arrived in London "all well." bbox=[161, 505, 304, 526]
paragraph: Mr W. F. Corbett, the well-known sporting journalist, has been secured for the staff of the Sydney Sun. Mr Corbett has had a long and honourable association with the "Referee," "Sunday Times," and "Arrow" in Sydney, and particularly with the first-named of these three papers. In fact (states the Sun), the high position which the Sydney "Referee" holds among the sporting journals of the world is due in very great measure to the reputation which Mr Corbett has established as the soundest of judges of racing form and athletic sport. bbox=[161, 1318, 304, 1471]
paragraph: Three deaths have occurred as the result of the accident. bbox=[625, 485, 772, 506]
paragraph: The opinion is expressed that King Alfonso will have to display pluck and coolness to avoid disaster. bbox=[931, 555, 1153, 576]
paragraph: The revolutionaries are plotting an insurrection, which will occur with a great strike. Money is being collected in Paris and London. bbox=[931, 500, 1153, 531]
subheading: LOST IN THE ATLANTIC. bbox=[997, 58, 1087, 68]
subheading: NOVEL QUALIFICATIONS. bbox=[994, 223, 1090, 233]
general-heading: GENERAL CABLES. bbox=[790, 43, 913, 57]
paragraph: A high peak on the railway has been blocked for three days. Thousands of workmen in the peak stone quarries are idle. bbox=[625, 643, 772, 684]
divider bbox=[669, 509, 728, 510]
subheading: THE FEDERAL CAPITAL. bbox=[797, 1387, 906, 1398]
paragraph: Rev. J. Chisholm, of Mangaweka, has accepted a call from the congregation of the Wainiwa Presbyterian Church, Southland. bbox=[161, 582, 304, 623]
paragraph: Forrest, Ward, Penn, Smart (s). bbox=[321, 899, 428, 910]
